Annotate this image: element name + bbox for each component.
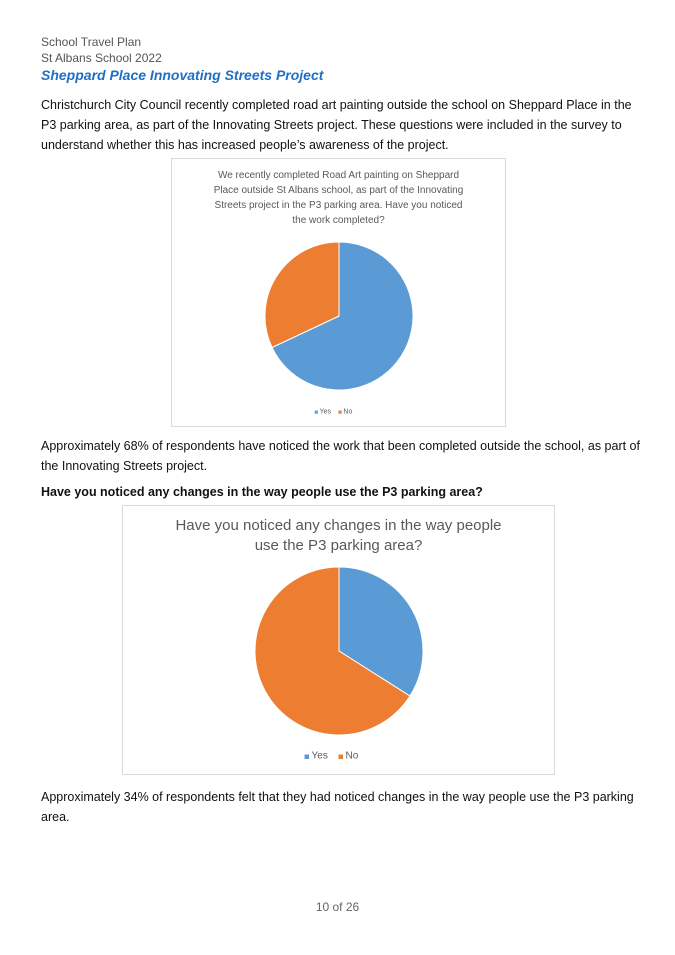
- legend-label-no: No: [345, 750, 359, 762]
- chart-svg: [172, 159, 505, 426]
- legend-label-no: No: [343, 408, 353, 416]
- section-title: Sheppard Place Innovating Streets Project: [41, 67, 324, 83]
- header-line-1: School Travel Plan: [41, 35, 142, 49]
- header-line-2: St Albans School 2022: [41, 51, 162, 65]
- intro-paragraph: Christchurch City Council recently completed road art painting outside the school on Sheppard Place in the P3 parking area, as part of the Innovating Streets project. These questions were included in the survey to understand whether this has increased people’s awareness of the project.: [41, 98, 632, 152]
- page-number: 10 of 26: [315, 900, 360, 914]
- legend-label-yes: Yes: [311, 750, 328, 762]
- legend-swatch-no: [339, 411, 342, 414]
- result-paragraph-2: Approximately 34% of respondents felt that they had noticed changes in the way people use the P3 parking area.: [41, 790, 634, 824]
- legend-swatch-yes: [315, 411, 318, 414]
- chart-svg: [123, 506, 554, 774]
- chart-title: Have you noticed any changes in the way people use the P3 parking area?: [175, 517, 502, 554]
- pie-chart-road-art: [171, 158, 506, 427]
- legend-label-yes: Yes: [319, 408, 332, 416]
- question-heading: Have you noticed any changes in the way people use the P3 parking area?: [41, 485, 483, 499]
- legend-swatch-yes: [305, 755, 310, 760]
- legend-swatch-no: [339, 755, 344, 760]
- chart-title: We recently completed Road Art painting on Sheppard Place outside St Albans school, as part of the Innovating Streets project in the P3 parking area. Have you noticed the work completed?: [213, 170, 464, 226]
- result-paragraph-1: Approximately 68% of respondents have noticed the work that been completed outside the school, as part of the Innovating Streets project.: [41, 439, 640, 473]
- pie-chart-parking-changes: [122, 505, 555, 775]
